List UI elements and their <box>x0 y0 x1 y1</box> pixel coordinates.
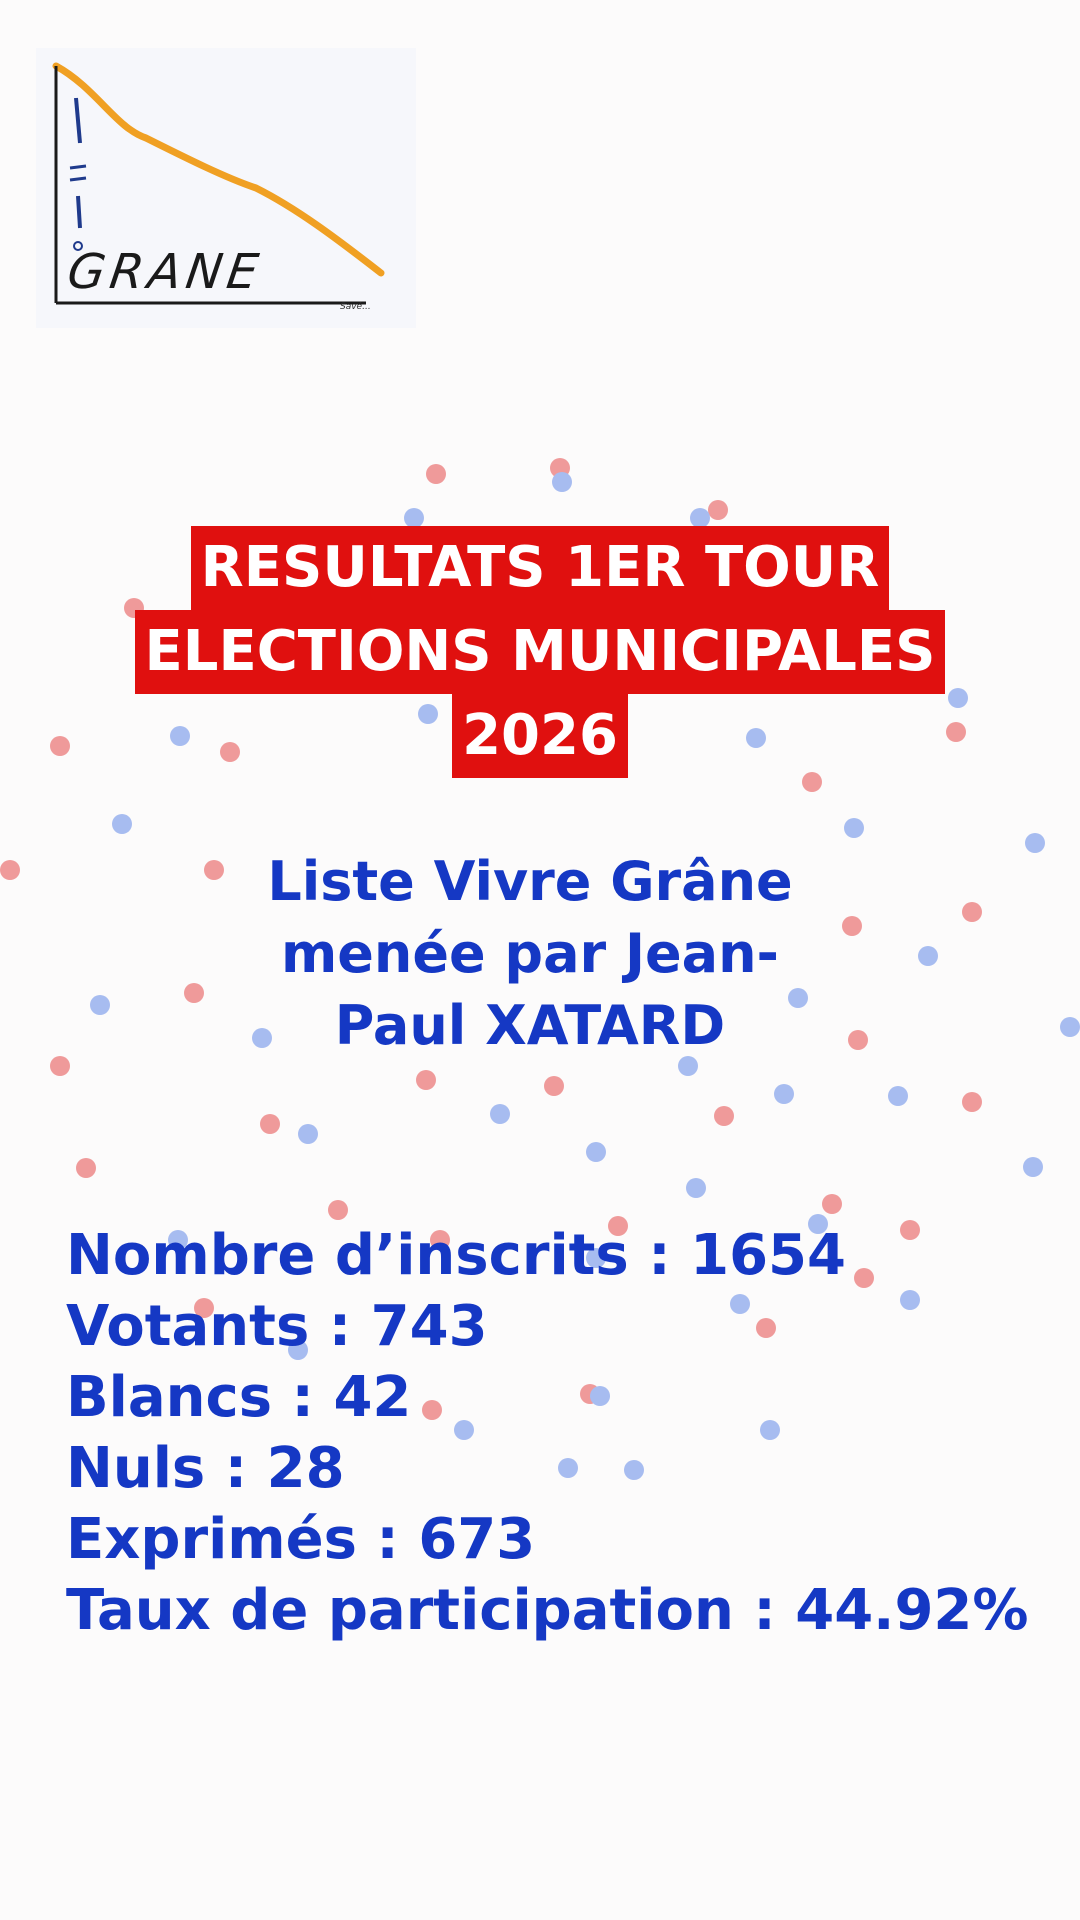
confetti-dot <box>0 860 20 880</box>
confetti-dot <box>426 464 446 484</box>
stat-votants: Votants : 743 <box>66 1294 488 1359</box>
confetti-dot <box>848 1030 868 1050</box>
stat-label: Votants <box>66 1294 310 1359</box>
grane-logo <box>36 48 416 328</box>
stat-nuls: Nuls : 28 <box>66 1436 345 1501</box>
confetti-dot <box>708 500 728 520</box>
stat-label: Taux de participation <box>66 1578 734 1643</box>
logo-mark <box>70 166 86 168</box>
stat-label: Nombre d’inscrits <box>66 1223 629 1288</box>
confetti-dot <box>204 860 224 880</box>
logo-signature: Savé... <box>340 302 371 312</box>
title-line-1: RESULTATS 1ER TOUR <box>191 526 890 610</box>
confetti-dot <box>50 1056 70 1076</box>
confetti-dot <box>490 1104 510 1124</box>
confetti-dot <box>76 1158 96 1178</box>
confetti-dot <box>586 1142 606 1162</box>
list-heading-line-3: Paul XATARD <box>334 994 726 1057</box>
stat-inscrits: Nombre d’inscrits : 1654 <box>66 1223 846 1288</box>
confetti-dot <box>1025 833 1045 853</box>
confetti-dot <box>404 508 424 528</box>
list-heading-line-2: menée par Jean- <box>281 922 779 985</box>
confetti-dot <box>416 1070 436 1090</box>
list-heading <box>240 846 820 1062</box>
confetti-dot <box>552 472 572 492</box>
confetti-dot <box>844 818 864 838</box>
stat-value: 42 <box>333 1365 412 1430</box>
confetti-dot <box>90 995 110 1015</box>
logo-mark <box>78 196 80 228</box>
confetti-dot <box>328 1200 348 1220</box>
stat-label: Exprimés <box>66 1507 357 1572</box>
title-line-2: ELECTIONS MUNICIPALES <box>135 610 946 694</box>
confetti-dot <box>962 1092 982 1112</box>
stat-label: Blancs <box>66 1365 273 1430</box>
confetti-dot <box>112 814 132 834</box>
confetti-dot <box>1060 1017 1080 1037</box>
logo-curve <box>56 66 381 273</box>
stat-value: 1654 <box>690 1223 846 1288</box>
confetti-dot <box>774 1084 794 1104</box>
stat-value: 743 <box>370 1294 488 1359</box>
confetti-dot <box>686 1178 706 1198</box>
stat-value: 673 <box>418 1507 536 1572</box>
stat-value: 28 <box>266 1436 345 1501</box>
title-line-3: 2026 <box>452 694 628 778</box>
stat-value: 44.92% <box>795 1578 1029 1643</box>
list-heading-line-1: Liste Vivre Grâne <box>267 850 793 913</box>
confetti-dot <box>842 916 862 936</box>
stat-participation: Taux de participation : 44.92% <box>66 1578 1029 1643</box>
stat-label: Nuls <box>66 1436 206 1501</box>
confetti-dot <box>184 983 204 1003</box>
logo-mark <box>70 178 86 180</box>
stat-exprimes: Exprimés : 673 <box>66 1507 536 1572</box>
confetti-dot <box>690 508 710 528</box>
confetti-dot <box>822 1194 842 1214</box>
confetti-dot <box>888 1086 908 1106</box>
confetti-dot <box>918 946 938 966</box>
confetti-dot <box>260 1114 280 1134</box>
confetti-dot <box>298 1124 318 1144</box>
confetti-dot <box>544 1076 564 1096</box>
logo-wordmark: GRANE <box>64 244 267 300</box>
stat-blancs: Blancs : 42 <box>66 1365 412 1430</box>
confetti-dot <box>1023 1157 1043 1177</box>
results-title <box>0 526 1080 778</box>
logo-mark <box>76 98 80 143</box>
confetti-dot <box>714 1106 734 1126</box>
stats-list <box>66 1220 1066 1646</box>
confetti-dot <box>962 902 982 922</box>
